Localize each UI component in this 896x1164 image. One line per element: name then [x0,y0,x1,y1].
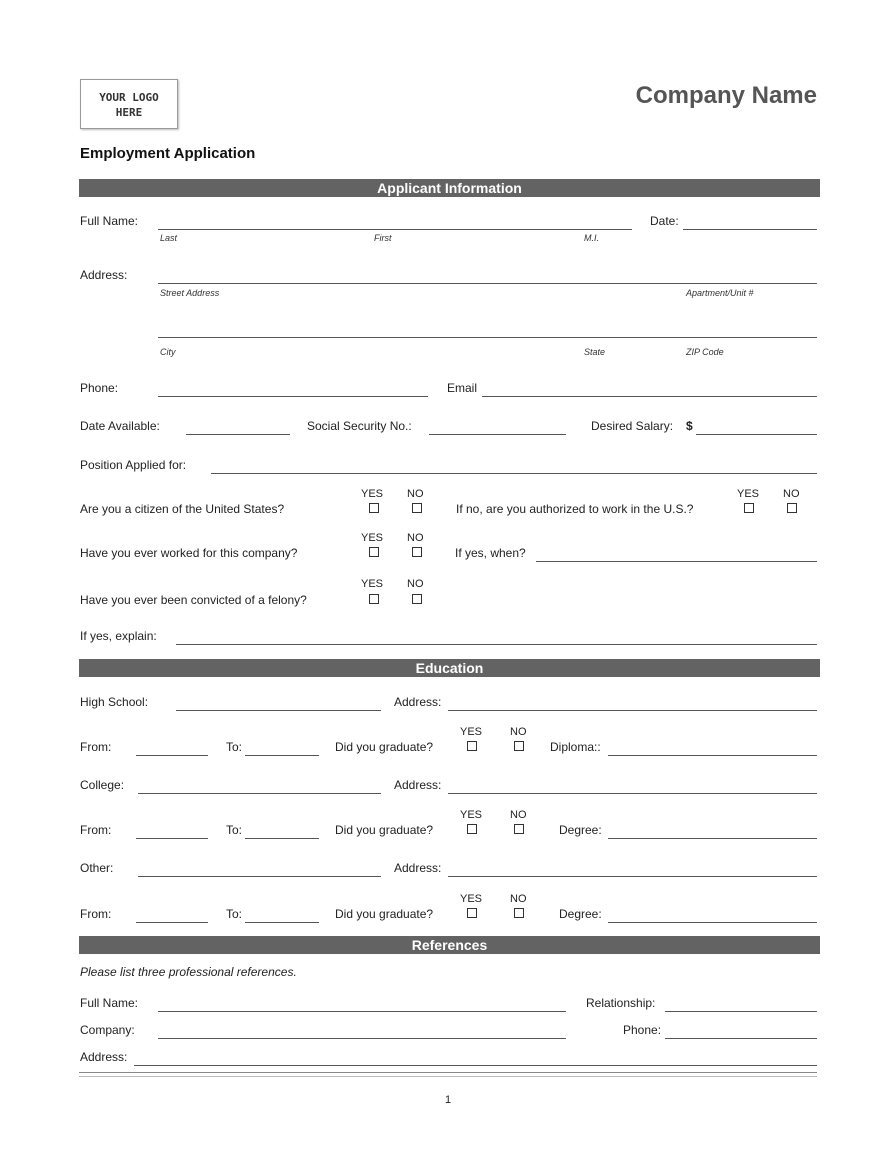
worked-no-checkbox[interactable] [412,547,422,557]
worked-when-field[interactable] [536,561,817,562]
felony-yes-checkbox[interactable] [369,594,379,604]
college-graduate-label: Did you graduate? [335,823,434,837]
email-label: Email [447,381,478,395]
high-school-address-label: Address: [394,695,442,709]
full-name-field[interactable] [158,229,632,230]
no-header: NO [783,488,800,500]
logo-line-2: HERE [115,106,143,119]
phone-label: Phone: [80,381,119,395]
logo-line-1: YOUR LOGO [99,91,159,104]
other-to-label: To: [226,907,243,921]
other-school-field[interactable] [138,876,381,877]
yes-header: YES [361,532,384,544]
college-graduate-no-checkbox[interactable] [514,824,524,834]
desired-salary-label: Desired Salary: [591,419,674,433]
date-field[interactable] [683,229,817,230]
high-school-address-field[interactable] [448,710,817,711]
question-citizen: Are you a citizen of the United States? [80,502,285,516]
hs-from-field[interactable] [136,755,208,756]
other-from-label: From: [80,907,112,921]
no-header: NO [407,488,424,500]
college-address-label: Address: [394,778,442,792]
diploma-label: Diploma:: [550,740,601,754]
reference-phone-label: Phone: [623,1023,662,1037]
position-applied-label: Position Applied for: [80,458,187,472]
hs-graduate-label: Did you graduate? [335,740,434,754]
diploma-field[interactable] [608,755,817,756]
worked-yes-checkbox[interactable] [369,547,379,557]
other-address-label: Address: [394,861,442,875]
date-available-label: Date Available: [80,419,160,433]
college-degree-field[interactable] [608,838,817,839]
question-felony: Have you ever been convicted of a felony? [80,593,307,607]
date-label: Date: [650,214,679,228]
reference-address-label: Address: [80,1050,128,1064]
phone-field[interactable] [158,396,428,397]
section-applicant-information: Applicant Information [79,179,820,197]
page-number: 1 [445,1094,452,1106]
address-label: Address: [80,268,128,282]
sublabel-city: City [160,347,176,357]
dollar-sign: $ [686,419,693,433]
if-yes-explain-label: If yes, explain: [80,629,157,643]
divider-line [79,1076,817,1077]
college-degree-label: Degree: [559,823,602,837]
college-from-label: From: [80,823,112,837]
other-graduate-label: Did you graduate? [335,907,434,921]
desired-salary-field[interactable] [696,434,817,435]
form-title: Employment Application [80,145,256,162]
email-field[interactable] [482,396,817,397]
sublabel-state: State [584,347,606,357]
hs-graduate-yes-checkbox[interactable] [467,741,477,751]
reference-relationship-field[interactable] [665,1011,817,1012]
college-to-label: To: [226,823,243,837]
yes-header: YES [460,893,483,905]
sublabel-mi: M.I. [584,233,599,243]
other-degree-field[interactable] [608,922,817,923]
city-state-zip-field[interactable] [158,337,817,338]
divider-line [79,1072,817,1073]
reference-company-field[interactable] [158,1038,566,1039]
sublabel-zip-code: ZIP Code [686,347,724,357]
other-graduate-no-checkbox[interactable] [514,908,524,918]
sublabel-last: Last [160,233,178,243]
high-school-field[interactable] [176,710,381,711]
reference-full-name-field[interactable] [158,1011,566,1012]
college-from-field[interactable] [136,838,208,839]
yes-header: YES [361,488,384,500]
other-graduate-yes-checkbox[interactable] [467,908,477,918]
authorized-no-checkbox[interactable] [787,503,797,513]
other-degree-label: Degree: [559,907,602,921]
other-label: Other: [80,861,114,875]
felony-explain-field[interactable] [176,644,817,645]
college-address-field[interactable] [448,793,817,794]
reference-phone-field[interactable] [665,1038,817,1039]
ssn-field[interactable] [429,434,566,435]
high-school-label: High School: [80,695,149,709]
college-label: College: [80,778,125,792]
yes-header: YES [460,809,483,821]
reference-company-label: Company: [80,1023,135,1037]
college-field[interactable] [138,793,381,794]
section-references: References [79,936,820,954]
yes-header: YES [737,488,760,500]
no-header: NO [407,532,424,544]
question-authorized: If no, are you authorized to work in the U.S.? [456,502,694,516]
reference-relationship-label: Relationship: [586,996,656,1010]
hs-to-field[interactable] [245,755,319,756]
company-name: Company Name [635,82,817,109]
section-education: Education [79,659,820,677]
references-instruction: Please list three professional references. [80,965,297,979]
other-from-field[interactable] [136,922,208,923]
no-header: NO [407,578,424,590]
position-applied-field[interactable] [211,473,817,474]
sublabel-street-address: Street Address [160,288,220,298]
full-name-label: Full Name: [80,214,139,228]
reference-full-name-label: Full Name: [80,996,139,1010]
ssn-label: Social Security No.: [307,419,412,433]
other-address-field[interactable] [448,876,817,877]
other-to-field[interactable] [245,922,319,923]
yes-header: YES [460,726,483,738]
felony-no-checkbox[interactable] [412,594,422,604]
sublabel-apartment-unit: Apartment/Unit # [686,288,754,298]
yes-header: YES [361,578,384,590]
no-header: NO [510,809,527,821]
reference-address-field[interactable] [134,1065,817,1066]
citizen-no-checkbox[interactable] [412,503,422,513]
sublabel-first: First [374,233,392,243]
no-header: NO [510,726,527,738]
college-to-field[interactable] [245,838,319,839]
question-worked-here: Have you ever worked for this company? [80,546,298,560]
citizen-yes-checkbox[interactable] [369,503,379,513]
hs-from-label: From: [80,740,112,754]
authorized-yes-checkbox[interactable] [744,503,754,513]
college-graduate-yes-checkbox[interactable] [467,824,477,834]
date-available-field[interactable] [186,434,290,435]
hs-to-label: To: [226,740,243,754]
street-address-field[interactable] [158,283,817,284]
logo-placeholder [80,79,178,129]
hs-graduate-no-checkbox[interactable] [514,741,524,751]
no-header: NO [510,893,527,905]
if-yes-when-label: If yes, when? [455,546,526,560]
